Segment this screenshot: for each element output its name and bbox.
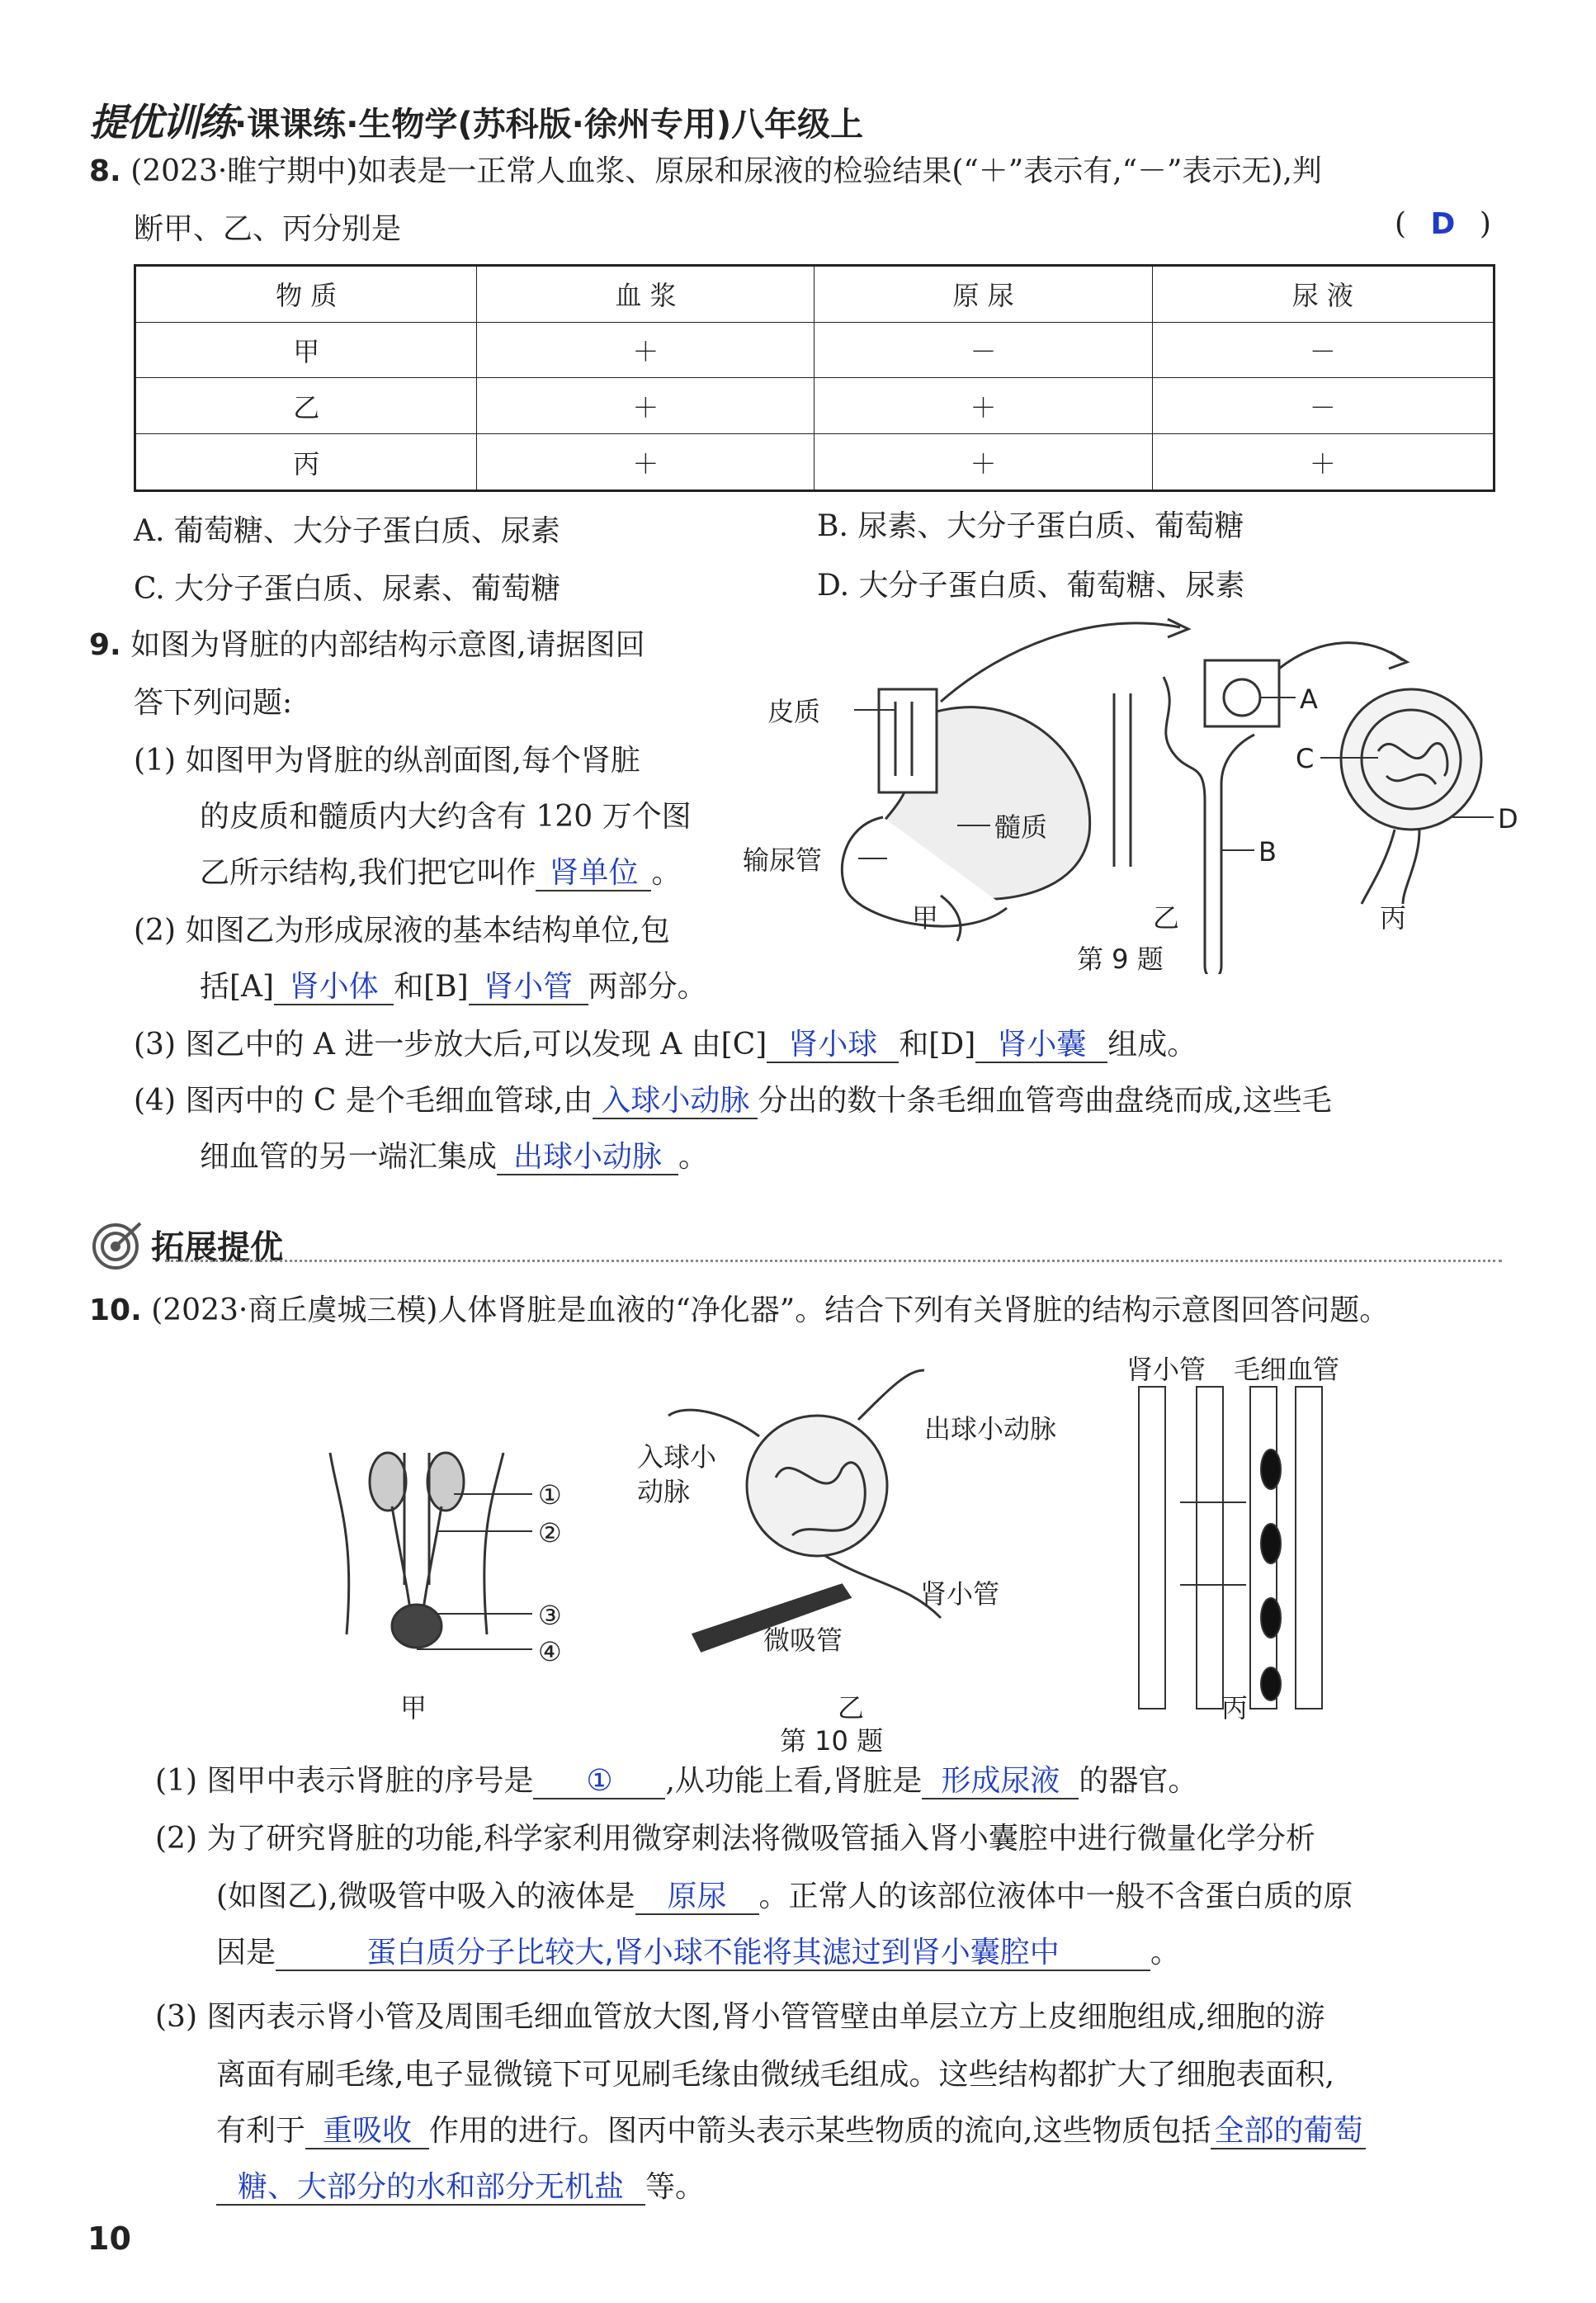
table-cell: 丙 xyxy=(135,434,477,491)
label-n1: ① xyxy=(538,1479,562,1511)
figure-caption: 第 10 题 xyxy=(780,1725,884,1757)
table-header: 物 质 xyxy=(135,266,477,323)
q8-option-b: B. 尿素、大分子蛋白质、葡萄糖 xyxy=(817,509,1244,543)
answer-blank: ① xyxy=(533,1764,665,1799)
q8-option-d: D. 大分子蛋白质、葡萄糖、尿素 xyxy=(817,569,1245,603)
label-n3: ③ xyxy=(538,1600,562,1631)
table-header: 尿 液 xyxy=(1152,266,1494,323)
table-row xyxy=(135,434,1494,491)
q9-p1-line3: 乙所示结构,我们把它叫作 肾单位 。 xyxy=(200,855,681,891)
label-n4: ④ xyxy=(538,1636,562,1667)
table-cell: ＋ xyxy=(477,434,815,491)
answer-blank: 肾小球 xyxy=(767,1028,899,1063)
q10-p1: (1) 图甲中表示肾脏的序号是 ① ,从功能上看,肾脏是 形成尿液 的器官。 xyxy=(155,1763,1197,1799)
q8-number: 8. xyxy=(89,154,121,188)
target-icon xyxy=(89,1220,147,1270)
q9-p1-line2: 的皮质和髓质内大约含有 120 万个图 xyxy=(200,800,692,834)
label-d: D xyxy=(1498,803,1518,835)
label-n2: ② xyxy=(538,1517,562,1549)
answer-blank: 出球小动脉 xyxy=(497,1140,678,1175)
kidney-section-illustration xyxy=(842,619,1188,941)
label-ureter: 输尿管 xyxy=(743,844,823,876)
answer-blank: 形成尿液 xyxy=(922,1764,1079,1799)
label-yi: 乙 xyxy=(838,1692,865,1724)
label-pipette: 微吸管 xyxy=(763,1624,843,1656)
renal-corpuscle-illustration xyxy=(1341,689,1481,904)
label-bing: 丙 xyxy=(1221,1692,1249,1724)
label-out-artery: 出球小动脉 xyxy=(924,1413,1057,1445)
q10-p3-line2: 离面有刷毛缘,电子显微镜下可见刷毛缘由微绒毛组成。这些结构都扩大了细胞表面积, xyxy=(216,2058,1334,2092)
figure-caption: 第 9 题 xyxy=(1077,943,1164,974)
q9-p3: (3) 图乙中的 A 进一步放大后,可以发现 A 由[C] 肾小球 和[D] 肾小囊 组成。 xyxy=(134,1027,1197,1063)
page-number: 10 xyxy=(87,2220,131,2257)
table-cell: 甲 xyxy=(135,322,477,378)
label-b: B xyxy=(1258,836,1277,868)
tubule-capillary-illustration xyxy=(1139,1387,1322,1709)
label-medulla: 髓质 xyxy=(994,811,1048,843)
answer-blank: 原尿 xyxy=(635,1880,759,1915)
label-in-artery-2: 动脉 xyxy=(637,1476,691,1507)
q9-stem-line2: 答下列问题: xyxy=(134,686,293,720)
q10-p2-line1: (2) 为了研究肾脏的功能,科学家利用微穿刺法将微吸管插入肾小囊腔中进行微量化学分析 xyxy=(155,1822,1315,1856)
table-row xyxy=(135,322,1494,378)
answer-blank: 全部的葡萄 xyxy=(1211,2114,1366,2149)
label-jia: 甲 xyxy=(912,902,939,934)
q8-stem-line1: (2023·睢宁期中)如表是一正常人血浆、原尿和尿液的检验结果(“＋”表示有,“－”表示无),判 xyxy=(130,154,1322,188)
section-header xyxy=(89,1220,283,1270)
micropuncture-illustration xyxy=(668,1370,941,1651)
label-tubule: 肾小管 xyxy=(920,1578,1000,1610)
q8-option-a: A. 葡萄糖、大分子蛋白质、尿素 xyxy=(134,514,560,548)
answer-blank: 蛋白质分子比较大,肾小球不能将其滤过到肾小囊腔中 xyxy=(276,1936,1150,1971)
brand-logo: 提优训练 xyxy=(89,100,234,144)
q10-p2-line2: (如图乙),微吸管中吸入的液体是 原尿 。正常人的该部位液体中一般不含蛋白质的原 xyxy=(216,1879,1353,1915)
q8-line1 xyxy=(89,154,1322,189)
table-cell: ＋ xyxy=(815,434,1152,491)
q9-stem-line1: 9. 如图为肾脏的内部结构示意图,请据图回 xyxy=(89,628,645,662)
section-title: 拓展提优 xyxy=(151,1228,284,1267)
q10-p3-line1: (3) 图丙表示肾小管及周围毛细血管放大图,肾小管管壁由单层立方上皮细胞组成,细胞的游 xyxy=(155,2000,1325,2034)
table-cell: ＋ xyxy=(477,378,815,434)
answer-blank: 入球小动脉 xyxy=(593,1084,758,1119)
q10-p3-line3: 有利于 重吸收 作用的进行。图丙中箭头表示某些物质的流向,这些物质包括 全部的葡萄 xyxy=(216,2113,1366,2149)
q9-p1-line1: (1) 如图甲为肾脏的纵剖面图,每个肾脏 xyxy=(134,744,640,778)
q10-figure xyxy=(314,1337,1403,1758)
answer-blank: 糖、大部分的水和部分无机盐 xyxy=(216,2170,645,2206)
answer-blank: 重吸收 xyxy=(305,2114,429,2149)
q8-line2: 断甲、乙、丙分别是 xyxy=(134,212,402,246)
label-jia: 甲 xyxy=(400,1692,427,1724)
q10-stem: 10. (2023·商丘虞城三模)人体肾脏是血液的“净化器”。结合下列有关肾脏的结构示意图回答问题。 xyxy=(89,1293,1390,1327)
q9-number: 9. xyxy=(89,628,121,662)
table-row xyxy=(135,378,1494,434)
table-header: 血 浆 xyxy=(477,266,815,323)
q9-p4-line2: 细血管的另一端汇集成 出球小动脉 。 xyxy=(200,1139,708,1175)
table-cell: ＋ xyxy=(477,322,815,378)
table-header: 原 尿 xyxy=(815,266,1152,323)
table-cell: － xyxy=(815,322,1152,378)
q10-number: 10. xyxy=(89,1293,142,1327)
label-capillary: 毛细血管 xyxy=(1234,1354,1340,1385)
q8-option-c: C. 大分子蛋白质、尿素、葡萄糖 xyxy=(134,572,561,606)
answer-blank: 肾小管 xyxy=(469,970,588,1005)
table-cell: 乙 xyxy=(135,378,477,434)
table-cell: ＋ xyxy=(1152,434,1494,491)
section-divider xyxy=(165,1260,1502,1262)
answer-blank: 肾单位 xyxy=(536,856,651,891)
q9-p2-line1: (2) 如图乙为形成尿液的基本结构单位,包 xyxy=(134,914,670,948)
label-tubule-top: 肾小管 xyxy=(1126,1354,1206,1385)
q9-figure xyxy=(743,611,1527,974)
header-subtitle: ·课课练·生物学(苏科版·徐州专用)八年级上 xyxy=(234,106,864,144)
table-cell: ＋ xyxy=(815,378,1152,434)
label-in-artery-1: 入球小 xyxy=(637,1441,717,1473)
answer-blank: 肾小囊 xyxy=(975,1028,1107,1063)
label-bing: 丙 xyxy=(1380,902,1407,934)
label-cortex: 皮质 xyxy=(767,696,821,727)
table-cell: － xyxy=(1152,322,1494,378)
urinary-system-illustration xyxy=(330,1453,532,1649)
q9-p4-line1: (4) 图丙中的 C 是个毛细血管球,由 入球小动脉 分出的数十条毛细血管弯曲盘绕而成,这些毛 xyxy=(134,1083,1332,1119)
page-header xyxy=(89,92,863,147)
label-c: C xyxy=(1296,743,1315,774)
answer-blank: 肾小体 xyxy=(274,970,394,1005)
q8-answer: D xyxy=(1430,207,1456,241)
q8-answer-bracket: ( D ) xyxy=(1395,207,1491,241)
table-cell: － xyxy=(1152,378,1494,434)
q10-p3-line4: 糖、大部分的水和部分无机盐 等。 xyxy=(216,2169,705,2206)
q9-p2-line2: 括[A] 肾小体 和[B] 肾小管 两部分。 xyxy=(200,969,707,1005)
q10-p2-line3: 因是 蛋白质分子比较大,肾小球不能将其滤过到肾小囊腔中 。 xyxy=(216,1935,1180,1971)
label-yi: 乙 xyxy=(1153,902,1180,934)
table-header-row xyxy=(135,266,1494,323)
q8-table xyxy=(134,264,1495,492)
label-a: A xyxy=(1300,683,1318,715)
